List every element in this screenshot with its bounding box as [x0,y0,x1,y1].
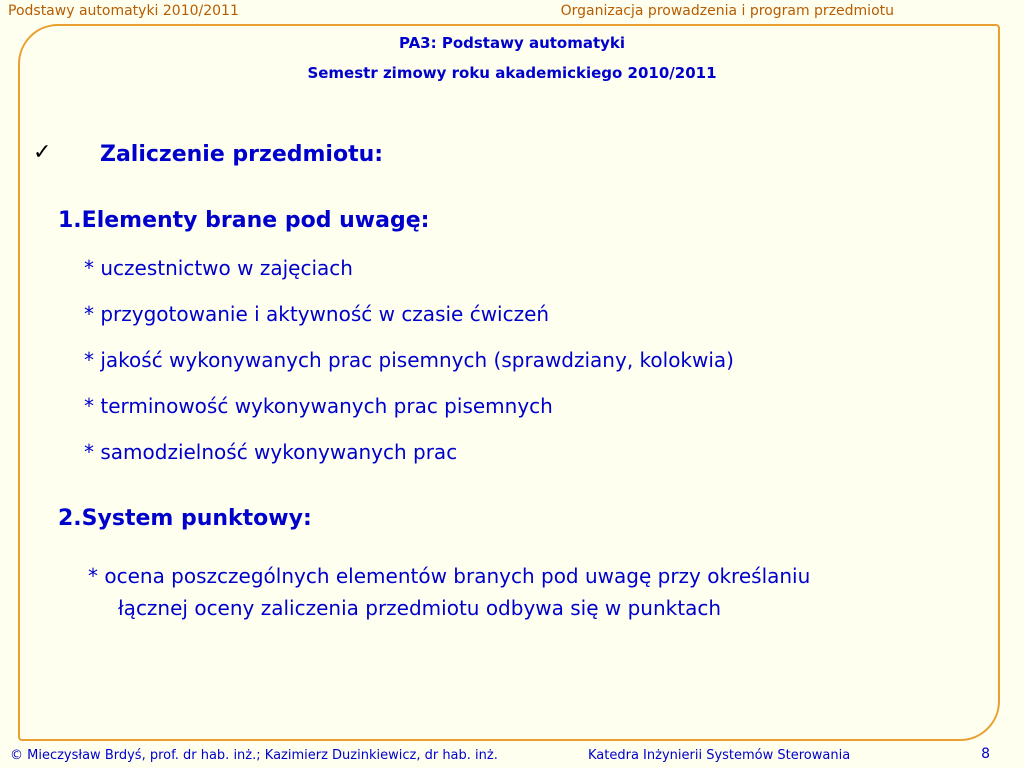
header-course-title: Podstawy automatyki 2010/2011 [8,3,239,19]
slide-subtitle: Semestr zimowy roku akademickiego 2010/2011 [307,64,717,82]
list-heading-elements: 1.Elementy brane pod uwagę: [58,208,430,233]
list-heading-point-system: 2.System punktowy: [58,506,312,531]
point-system-item [88,560,968,624]
header-topic-title: Organizacja prowadzenia i program przedmiotu [560,3,894,19]
section-title: Zaliczenie przedmiotu: [100,142,384,167]
list-item: * uczestnictwo w zajęciach [84,256,353,280]
footer-department: Katedra Inżynierii Systemów Sterowania [588,748,851,763]
slide-title: PA3: Podstawy automatyki [398,34,626,52]
checkmark-icon: ✓ [33,140,52,165]
list-item: * samodzielność wykonywanych prac [84,440,458,464]
point-system-item-line1: * ocena poszczególnych elementów branych pod uwagę przy określaniu [88,564,811,588]
point-system-item-line2: łącznej oceny zaliczenia przedmiotu odbywa się w punktach [118,596,721,620]
footer-authors: © Mieczysław Brdyś, prof. dr hab. inż.; Kazimierz Duzinkiewicz, dr hab. inż. [10,748,498,763]
page-number: 8 [981,746,990,762]
slide-frame [18,24,1000,741]
list-item: * jakość wykonywanych prac pisemnych (sprawdziany, kolokwia) [84,348,734,372]
list-item: * przygotowanie i aktywność w czasie ćwiczeń [84,302,550,326]
list-item: * terminowość wykonywanych prac pisemnych [84,394,553,418]
